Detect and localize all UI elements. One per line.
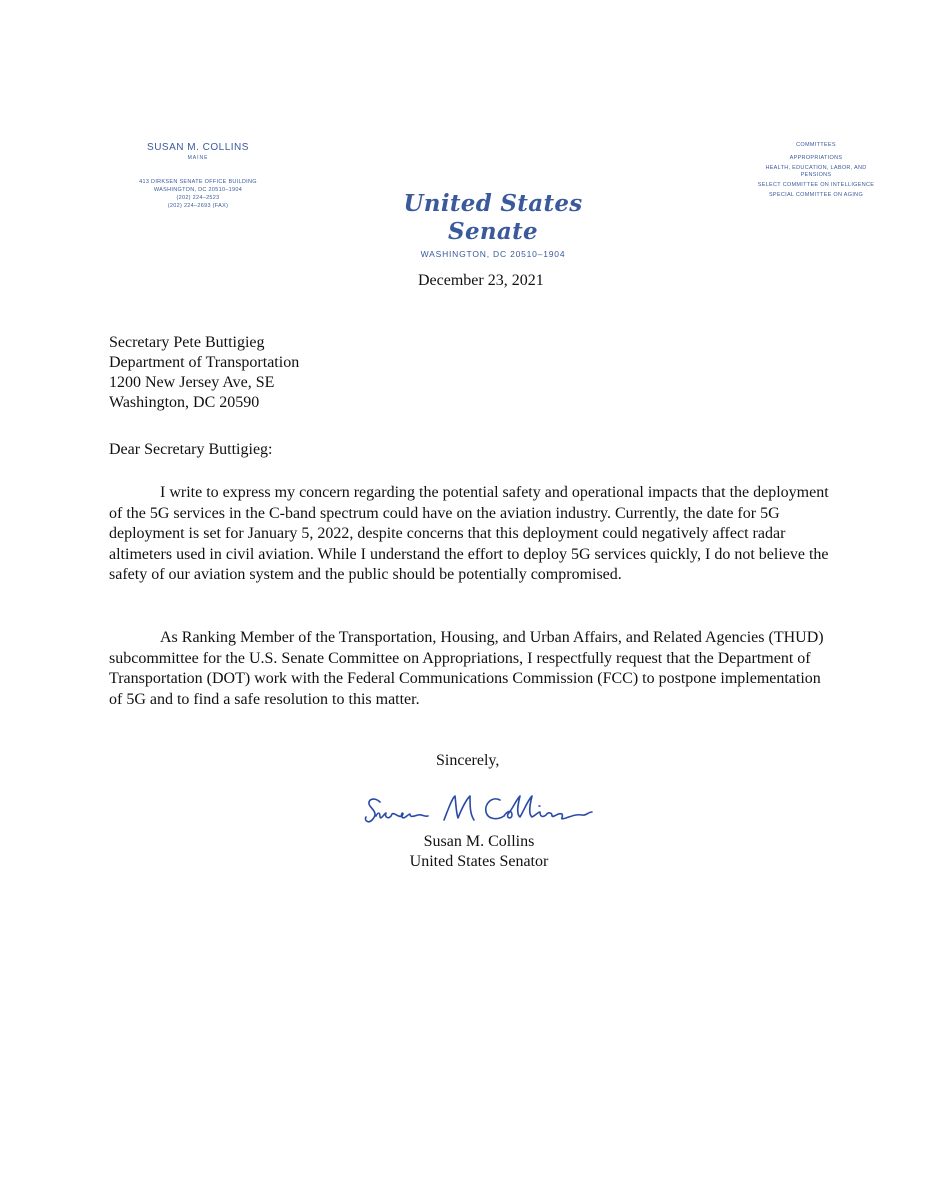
committees-heading: COMMITTEES bbox=[796, 142, 836, 148]
committee-item: HEALTH, EDUCATION, LABOR, AND PENSIONS bbox=[765, 165, 867, 178]
salutation: Dear Secretary Buttigieg: bbox=[109, 441, 273, 458]
signer-name: Susan M. Collins bbox=[423, 833, 535, 850]
recipient-address bbox=[109, 333, 299, 413]
committee-item: SELECT COMMITTEE ON INTELLIGENCE bbox=[757, 182, 875, 188]
senate-title: United States Senate bbox=[403, 190, 583, 245]
office-address-line: WASHINGTON, DC 20510–1904 bbox=[153, 187, 243, 193]
body-paragraph-text: As Ranking Member of the Transportation, Housing, and Urban Affairs, and Related Agencies (THUD) subcommittee for the U.S. Senate Committee on Appropriations, I respectfully request that the Department of Transportation (DOT) work with the Federal Communications Commission (FCC) to postpone implementation of 5G and to find a safe resolution to this matter. bbox=[109, 629, 824, 708]
closing: Sincerely, bbox=[436, 752, 500, 769]
committee-item: APPROPRIATIONS bbox=[789, 155, 843, 161]
recipient-line: Department of Transportation bbox=[109, 354, 300, 371]
body-paragraph bbox=[109, 483, 829, 586]
recipient-line: 1200 New Jersey Ave, SE bbox=[109, 374, 275, 391]
letterhead-committees bbox=[756, 142, 876, 202]
letterhead-left bbox=[128, 142, 268, 210]
letterhead-senator-name: SUSAN M. COLLINS bbox=[147, 142, 249, 153]
body-paragraph-text: I write to express my concern regarding the potential safety and operational impacts that the deployment of the 5G services in the C-band spectrum could have on the aviation industry. Currently, the date for 5G deployment is set for January 5, 2022, despite concerns that this deployment could negatively affect radar altimeters used in civil aviation. While I understand the effort to deploy 5G services quickly, I do not believe the safety of our aviation system and the public should be potentially compromised. bbox=[109, 484, 829, 583]
signer-title: United States Senator bbox=[409, 853, 549, 870]
committee-item: SPECIAL COMMITTEE ON AGING bbox=[768, 192, 864, 198]
letterhead-state: MAINE bbox=[187, 155, 209, 161]
recipient-line: Secretary Pete Buttigieg bbox=[109, 334, 265, 351]
letterhead-center bbox=[360, 190, 626, 259]
office-phone: (202) 224–2523 bbox=[176, 195, 220, 201]
signature-block bbox=[394, 832, 564, 872]
handwritten-signature bbox=[362, 790, 602, 830]
recipient-line: Washington, DC 20590 bbox=[109, 394, 260, 411]
office-fax: (202) 224–2693 (FAX) bbox=[167, 203, 229, 209]
office-address-line: 413 DIRKSEN SENATE OFFICE BUILDING bbox=[139, 179, 257, 185]
senate-city: WASHINGTON, DC 20510–1904 bbox=[420, 249, 566, 259]
body-paragraph bbox=[109, 628, 829, 710]
letter-date: December 23, 2021 bbox=[418, 272, 544, 289]
